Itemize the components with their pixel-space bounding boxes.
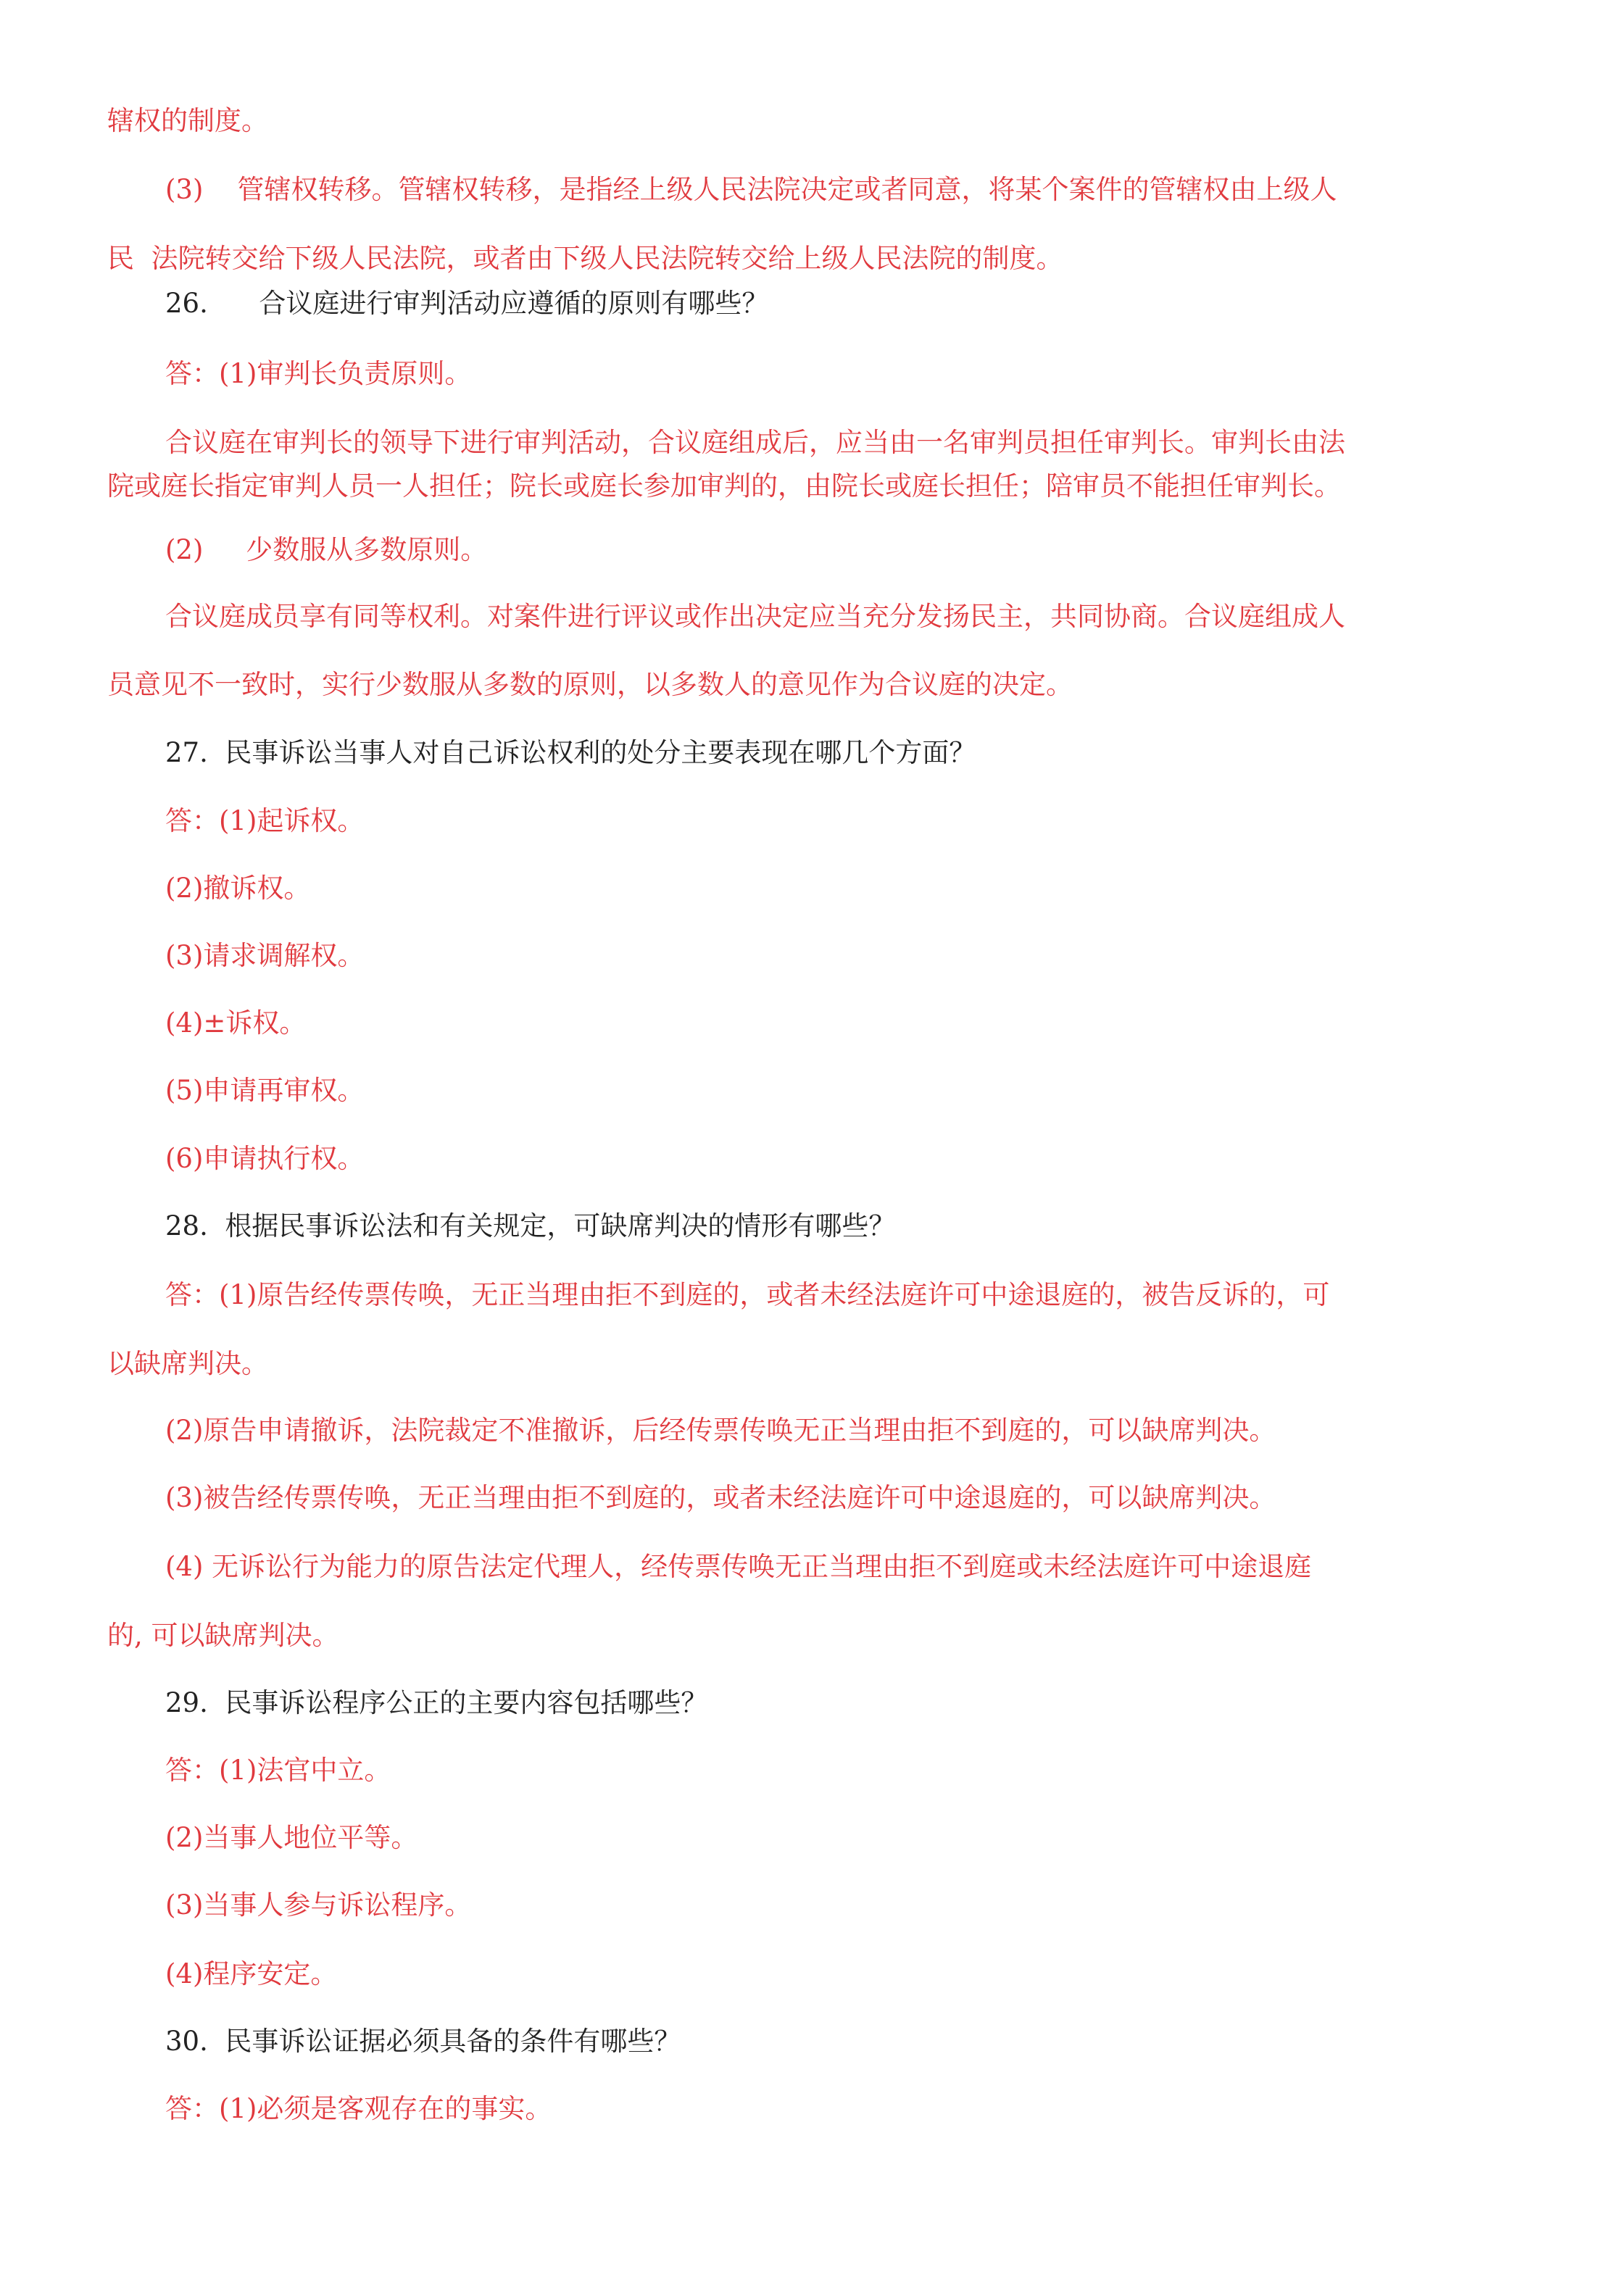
question-line: 29. 民事诉讼程序公正的主要内容包括哪些？ — [165, 1687, 708, 1718]
answer-line: 答：(1)审判长负责原则。 — [165, 358, 472, 389]
answer-line: 院或庭长指定审判人员一人担任；院长或庭长参加审判的，由院长或庭长担任；陪审员不能担任审判长。 — [107, 470, 1341, 502]
question-line: 28. 根据民事诉讼法和有关规定，可缺席判决的情形有哪些？ — [165, 1210, 896, 1241]
answer-line: (4) 无诉讼行为能力的原告法定代理人，经传票传唤无正当理由拒不到庭或未经法庭许可中途退庭 — [165, 1551, 1312, 1582]
answer-line: 的, 可以缺席判决。 — [107, 1620, 339, 1651]
answer-line: 答：(1)法官中立。 — [165, 1755, 391, 1786]
answer-line: (2)原告申请撤诉，法院裁定不准撤诉，后经传票传唤无正当理由拒不到庭的，可以缺席判决。 — [165, 1415, 1276, 1446]
answer-line: 答：(1)必须是客观存在的事实。 — [165, 2093, 552, 2124]
answer-line: 答：(1)起诉权。 — [165, 805, 365, 836]
question-line: 27. 民事诉讼当事人对自己诉讼权利的处分主要表现在哪几个方面？ — [165, 737, 976, 768]
answer-line: (4)±诉权。 — [165, 1007, 307, 1039]
answer-line: (3) 管辖权转移。管辖权转移，是指经上级人民法院决定或者同意，将某个案件的管辖权由上级人 — [165, 174, 1337, 205]
answer-line: (2) 少数服从多数原则。 — [165, 534, 488, 565]
answer-line: 以缺席判决。 — [107, 1348, 268, 1379]
answer-line: 合议庭在审判长的领导下进行审判活动，合议庭组成后，应当由一名审判员担任审判长。审判长由法 — [165, 427, 1345, 458]
question-line: 30. 民事诉讼证据必须具备的条件有哪些？ — [165, 2026, 681, 2057]
answer-line: 答：(1)原告经传票传唤，无正当理由拒不到庭的，或者未经法庭许可中途退庭的，被告反诉的，可 — [165, 1279, 1330, 1310]
answer-line: 民 法院转交给下级人民法院，或者由下级人民法院转交给上级人民法院的制度。 — [107, 243, 1063, 274]
answer-line: (3)当事人参与诉讼程序。 — [165, 1889, 472, 1921]
answer-line: (2)撤诉权。 — [165, 873, 311, 904]
answer-line: (2)当事人地位平等。 — [165, 1822, 418, 1853]
question-line: 26. 合议庭进行审判活动应遵循的原则有哪些？ — [165, 288, 769, 319]
answer-line: (3)被告经传票传唤，无正当理由拒不到庭的，或者未经法庭许可中途退庭的，可以缺席判决。 — [165, 1482, 1276, 1513]
answer-line: 合议庭成员享有同等权利。对案件进行评议或作出决定应当充分发扬民主，共同协商。合议庭组成人 — [165, 601, 1345, 632]
answer-line: (3)请求调解权。 — [165, 940, 365, 971]
answer-line: (4)程序安定。 — [165, 1958, 338, 1989]
answer-line: 辖权的制度。 — [107, 105, 268, 136]
answer-line: 员意见不一致时，实行少数服从多数的原则，以多数人的意见作为合议庭的决定。 — [107, 669, 1073, 700]
answer-line: (6)申请执行权。 — [165, 1143, 365, 1174]
answer-line: (5)申请再审权。 — [165, 1075, 365, 1106]
